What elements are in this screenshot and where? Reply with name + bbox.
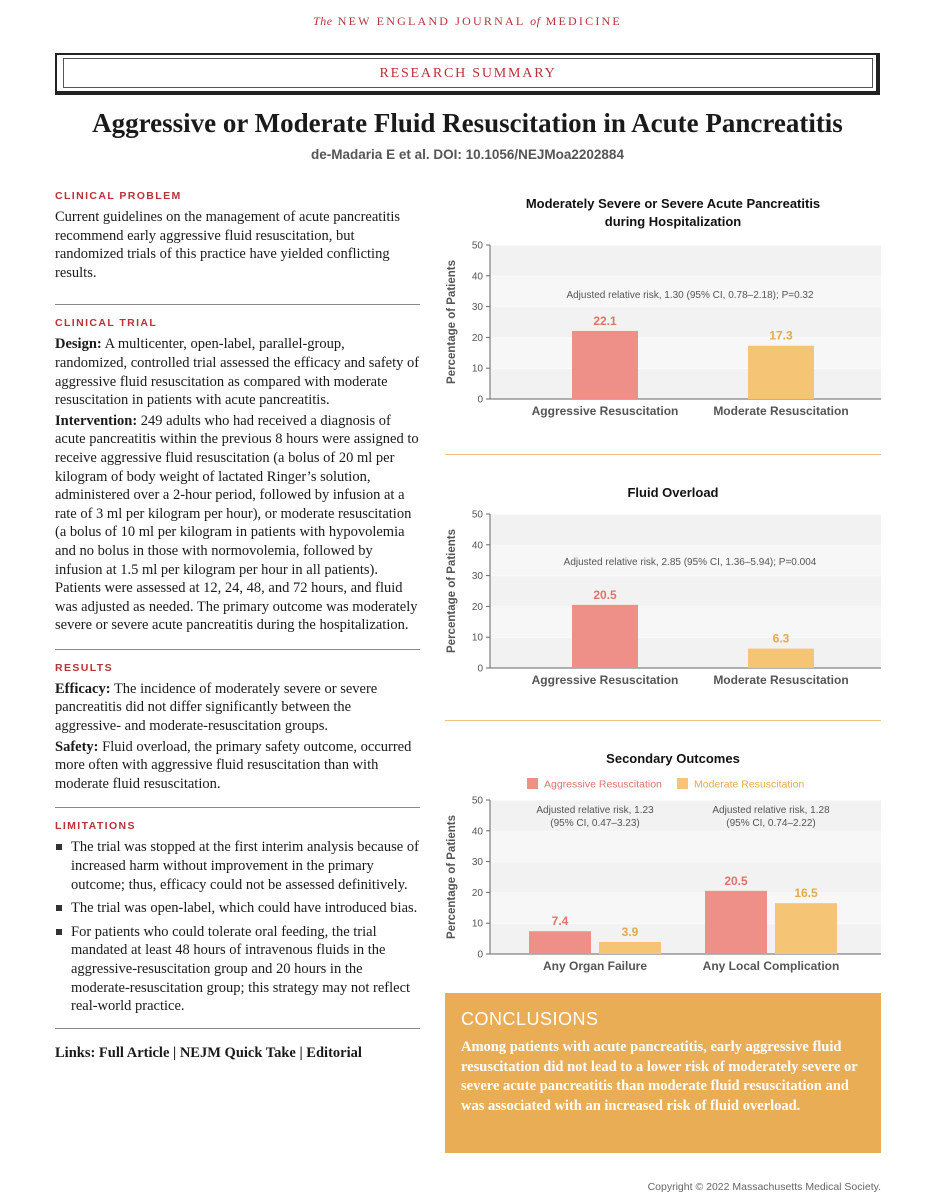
plot-band <box>490 831 881 862</box>
y-tick-label: 10 <box>471 918 483 930</box>
plot-band <box>490 576 881 607</box>
bullet-square-icon <box>56 905 62 911</box>
bar-moderate <box>599 942 661 954</box>
copyright: Copyright © 2022 Massachusetts Medical Society. <box>647 1181 881 1193</box>
bar-value-label: 20.5 <box>593 587 617 602</box>
y-tick-label: 40 <box>471 271 483 283</box>
journal-masthead-of: of <box>530 14 541 28</box>
chart-annotation: Adjusted relative risk, 1.30 (95% CI, 0.78–2.18); P=0.32 <box>566 290 814 301</box>
limitation-text: The trial was open-label, which could have introduced bias. <box>71 900 418 917</box>
bar-value-label: 17.3 <box>769 328 793 343</box>
bar-value-label: 20.5 <box>724 873 748 888</box>
list-item <box>55 899 420 918</box>
chart-secondary-outcomes <box>445 748 881 984</box>
chart-title: Moderately Severe or Severe Acute Pancreatitis <box>525 196 821 211</box>
legend-label-aggressive: Aggressive Resuscitation <box>544 778 662 791</box>
plot-band <box>490 337 881 368</box>
chart-separator <box>445 720 881 721</box>
chart-title: Fluid Overload <box>627 485 719 500</box>
page-title: Aggressive or Moderate Fluid Resuscitation in Acute Pancreatitis <box>92 108 843 138</box>
safety-text: Fluid overload, the primary safety outcome, occurred more often with aggressive fluid resuscitation than with moderate fluid resuscitation. <box>55 738 412 792</box>
chart-title: Secondary Outcomes <box>606 751 740 766</box>
design-label: Design: <box>55 336 102 353</box>
chart-fluid-overload <box>445 480 881 699</box>
y-tick-label: 10 <box>471 632 483 644</box>
limitations-heading: LIMITATIONS <box>55 820 136 833</box>
y-tick-label: 20 <box>471 332 483 344</box>
clinical-problem-heading: CLINICAL PROBLEM <box>55 190 182 202</box>
chart-primary-outcome-svg <box>445 190 881 430</box>
x-category-label: Any Local Complication <box>702 959 840 973</box>
plot-band <box>490 245 881 276</box>
bar-moderate <box>748 346 814 399</box>
banner-label: RESEARCH SUMMARY <box>63 58 873 88</box>
chart-annotation: Adjusted relative risk, 1.23 <box>536 805 654 816</box>
chart-secondary-outcomes-svg <box>445 748 881 980</box>
x-category-label: Aggressive Resuscitation <box>531 404 679 418</box>
bar-aggressive <box>572 331 638 399</box>
y-tick-label: 20 <box>471 887 483 899</box>
y-tick-label: 0 <box>477 663 483 675</box>
journal-masthead <box>0 14 935 29</box>
legend-swatch-aggressive <box>527 778 538 789</box>
x-category-label: Moderate Resuscitation <box>713 404 849 418</box>
bar-aggressive <box>529 931 591 954</box>
divider <box>55 807 420 808</box>
design-paragraph <box>55 335 420 409</box>
plot-band <box>490 514 881 545</box>
chart-separator <box>445 454 881 455</box>
safety-paragraph <box>55 738 420 794</box>
intervention-paragraph <box>55 412 420 635</box>
y-tick-label: 50 <box>471 240 483 252</box>
chart-annotation: (95% CI, 0.74–2.22) <box>726 818 816 829</box>
y-tick-label: 0 <box>477 949 483 961</box>
limitation-text: For patients who could tolerate oral feeding, the trial mandated at least 48 hours of intravenous fluids in the aggressive-resuscitation group and 20 hours in the moderate-resuscitation group; this strategy may not reflect real-world practice. <box>71 923 411 1015</box>
y-tick-label: 20 <box>471 601 483 613</box>
x-category-label: Any Organ Failure <box>542 959 648 973</box>
legend-swatch-moderate <box>677 778 688 789</box>
efficacy-label: Efficacy: <box>55 680 111 697</box>
bar-value-label: 3.9 <box>621 924 639 939</box>
citation: de-Madaria E et al. DOI: 10.1056/NEJMoa2202884 <box>311 147 624 162</box>
y-tick-label: 10 <box>471 363 483 375</box>
limitations-list <box>55 838 420 1015</box>
x-category-label: Aggressive Resuscitation <box>531 673 679 687</box>
left-column <box>55 190 420 1062</box>
links-bar[interactable]: Links: Full Article | NEJM Quick Take | Editorial <box>55 1044 362 1061</box>
chart-annotation: (95% CI, 0.47–3.23) <box>550 818 640 829</box>
conclusions-text: Among patients with acute pancreatitis, early aggressive fluid resuscitation did not lead to a lower risk of moderately severe or severe acute pancreatitis than moderate fluid resuscitation and was associated with an increased risk of fluid overload. <box>461 1039 858 1114</box>
clinical-problem-text: Current guidelines on the management of acute pancreatitis recommend early aggressive fluid resuscitation, but randomized trials of this practice have yielded conflicting results. <box>55 209 401 281</box>
bar-moderate <box>748 649 814 668</box>
intervention-label: Intervention: <box>55 412 138 429</box>
results-heading: RESULTS <box>55 661 114 674</box>
y-axis-label: Percentage of Patients <box>446 529 458 653</box>
x-category-label: Moderate Resuscitation <box>713 673 849 687</box>
bar-moderate <box>775 903 837 954</box>
bar-value-label: 16.5 <box>794 886 818 901</box>
y-tick-label: 50 <box>471 509 483 521</box>
bar-value-label: 22.1 <box>593 313 617 328</box>
journal-masthead-the: The <box>313 14 333 28</box>
plot-band <box>490 862 881 893</box>
design-text: A multicenter, open-label, parallel-group, randomized, controlled trial assessed the efficacy and safety of aggressive fluid resuscitation as compared with moderate resuscitation in patients with acute pancreatitis. <box>55 336 420 409</box>
chart-annotation: Adjusted relative risk, 1.28 <box>712 805 830 816</box>
efficacy-paragraph <box>55 680 420 736</box>
journal-masthead-end: MEDICINE <box>545 14 622 28</box>
chart-title: during Hospitalization <box>604 214 742 229</box>
plot-band <box>490 606 881 637</box>
limitation-text: The trial was stopped at the first interim analysis because of increased harm without improvement in the primary outcome; thus, efficacy could not be assessed definitively. <box>71 839 419 893</box>
divider <box>55 649 420 650</box>
list-item <box>55 923 420 1016</box>
efficacy-text: The incidence of moderately severe or severe pancreatitis did not differ significantly between the aggressive- and moderate-resuscitation groups. <box>55 680 378 735</box>
bar-value-label: 7.4 <box>551 914 569 929</box>
y-tick-label: 40 <box>471 826 483 838</box>
chart-annotation: Adjusted relative risk, 2.85 (95% CI, 1.36–5.94); P=0.004 <box>563 557 817 568</box>
clinical-trial-heading: CLINICAL TRIAL <box>55 317 158 330</box>
y-axis-label: Percentage of Patients <box>446 815 458 939</box>
divider <box>55 1028 420 1029</box>
bar-aggressive <box>705 891 767 954</box>
plot-band <box>490 307 881 338</box>
y-tick-label: 0 <box>477 394 483 406</box>
y-tick-label: 30 <box>471 857 483 869</box>
legend-label-moderate: Moderate Resuscitation <box>694 778 805 791</box>
y-tick-label: 40 <box>471 540 483 552</box>
y-axis-label: Percentage of Patients <box>446 260 458 384</box>
safety-label: Safety: <box>55 738 99 755</box>
chart-primary-outcome <box>445 190 881 434</box>
plot-band <box>490 368 881 399</box>
bar-aggressive <box>572 605 638 668</box>
conclusions-box <box>445 993 881 1153</box>
chart-fluid-overload-svg <box>445 480 881 695</box>
bar-value-label: 6.3 <box>772 631 790 646</box>
bullet-square-icon <box>56 844 62 850</box>
list-item <box>55 838 420 894</box>
conclusions-heading: CONCLUSIONS <box>461 1009 599 1029</box>
y-tick-label: 30 <box>471 571 483 583</box>
y-tick-label: 30 <box>471 302 483 314</box>
divider <box>55 304 420 305</box>
intervention-text: 249 adults who had received a diagnosis of acute pancreatitis within the previous 8 hours were assigned to receive aggressive fluid resuscitation (a bolus of 20 ml per kilogram of body weight of lactated Ringer’s solution, administered over a 2-hour period, followed by infusion at a rate of 3 ml per kilogram per hour), or moderate resuscitation (a bolus of 10 ml per kilogram in patients with hypovolemia and no bolus in those with normovolemia, followed by infusion at 1.5 ml per kilogram per hour in all patients). Patients were assessed at 12, 24, 48, and 72 hours, and fluid was adjusted as needed. The primary outcome was moderately severe or severe acute pancreatitis during the hospitalization. <box>55 412 419 634</box>
journal-masthead-main: NEW ENGLAND JOURNAL <box>337 14 525 28</box>
plot-band <box>490 637 881 668</box>
bullet-square-icon <box>56 929 62 935</box>
y-tick-label: 50 <box>471 795 483 807</box>
